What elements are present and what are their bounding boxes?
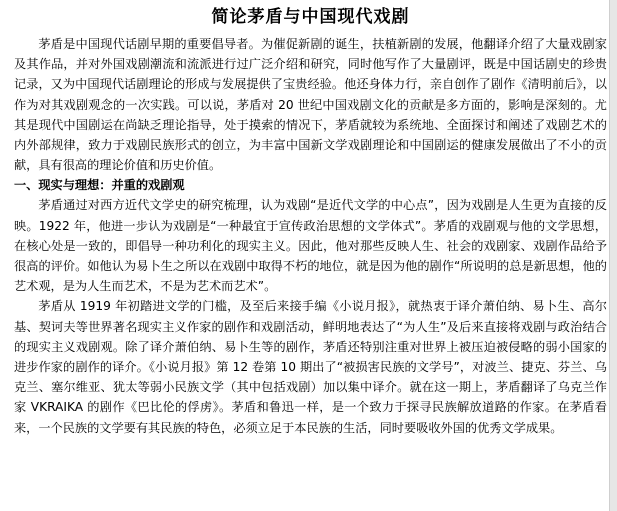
section-paragraph-1: 茅盾通过对西方近代文学史的研究梳理，认为戏剧“是近代文学的中心点”，因为戏剧是人生更为直接的反映。1922 年，他进一步认为戏剧是“一种最宜于宣传政治思想的文学体式”。茅盾的戏剧观与他的文学思想，在核心处是一致的，即倡导一种功利化的现实主义。因此，他对那些反映人生、社会的戏剧家、戏剧作品给予很高的评价。如他认为易卜生之所以在戏剧中取得不朽的地位，就是因为他的剧作“所说明的总是新思想，他的艺术观，是为人生而艺术，不是为艺术而艺术”。 <box>14 198 607 294</box>
intro-paragraph: 茅盾是中国现代话剧早期的重要倡导者。为催促新剧的诞生，扶植新剧的发展，他翻译介绍了大量戏剧家及其作品，并对外国戏剧潮流和流派进行过广泛介绍和研究，同时他写作了大量剧评，既是中国话剧史的珍贵记录，又为中国现代话剧理论的形成与发展提供了宝贵经验。他还身体力行，亲自创作了剧作《清明前后》，以作为对其戏剧观念的一次实践。可以说，茅盾对 20 世纪中国戏剧文化的贡献是多方面的，影响是深刻的。尤其是现代中国剧运在尚缺乏理论指导，处于摸索的情况下，茅盾就较为系统地、全面探讨和阐述了戏剧艺术的内外部规律，致力于戏剧民族形式的创立，为丰富中国新文学戏剧理论和中国剧运的健康发展做出了不小的贡献，具有很高的理论价值和历史价值。 <box>14 37 607 173</box>
window-scrollbar-edge[interactable] <box>609 0 617 511</box>
document-title: 简论茅盾与中国现代戏剧 <box>211 7 410 27</box>
section-paragraph-2: 茅盾从 1919 年初踏进文学的门槛，及至后来接手编《小说月报》，就热衷于译介萧伯纳、易卜生、高尔基、契诃夫等世界著名现实主义作家的剧作和戏剧活动，鲜明地表达了“为人生”及后来直接将戏剧与政治结合的现实主义戏剧观。除了译介萧伯纳、易卜生等的剧作，茅盾还特别注重对世界上被压迫被侵略的弱小国家的进步作家的剧作的译介。《小说月报》第 12 卷第 10 期出了“被损害民族的文学号”，对波兰、捷克、芬兰、乌克兰、塞尔维亚、犹太等弱小民族文学（其中包括戏剧）加以集中译介。就在这一期上，茅盾翻译了乌克兰作家 VKRAIKA 的剧作《巴比伦的俘虏》。茅盾和鲁迅一样，是一个致力于探寻民族解放道路的作家。在茅盾看来，一个民族的文学要有其民族的特色，必须立足于本民族的生活，同时要吸收外国的优秀文学成果。 <box>14 299 607 435</box>
section-heading: 一、现实与理想：并重的戏剧观 <box>14 178 185 193</box>
